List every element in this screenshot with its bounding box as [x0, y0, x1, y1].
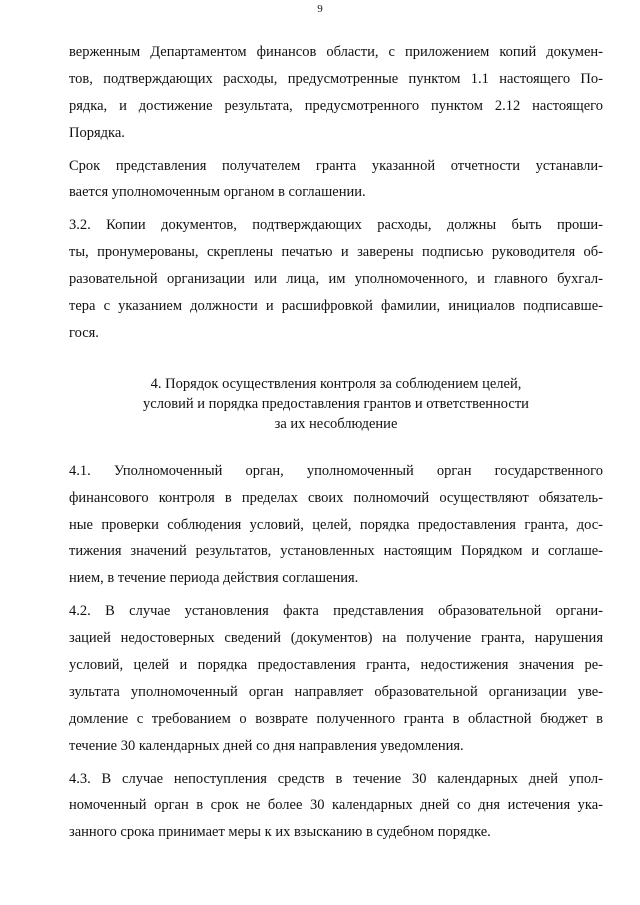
page-number: 9	[317, 3, 323, 15]
text-line: тов, подтверждающих расходы, предусмотренные пунктом 1.1 настоящего По-	[69, 70, 603, 87]
section-3-continuation	[69, 39, 603, 347]
text-line: 4.3. В случае непоступления средств в течение 30 календарных дней упол-	[69, 770, 603, 787]
text-line: 4.2. В случае установления факта представления образовательной органи-	[69, 603, 603, 620]
text-line: течение 30 календарных дней со дня направления уведомления.	[69, 737, 464, 754]
text-line: финансового контроля в пределах своих полномочий осуществляют обязатель-	[69, 489, 603, 506]
paragraph-p6	[69, 766, 603, 847]
text-line: тижения значений результатов, установленных настоящим Порядком и соглаше-	[69, 543, 603, 560]
section-4-body	[69, 458, 603, 846]
text-line: условий, целей и порядка предоставления гранта, недостижения значения ре-	[69, 657, 603, 674]
section-4-heading	[69, 374, 603, 434]
text-line: верженным Департаментом финансов области, с приложением копий докумен-	[69, 44, 603, 60]
paragraph-p4	[69, 458, 603, 592]
text-line: нием, в течение периода действия соглашения.	[69, 570, 359, 587]
text-line: рядка, и достижение результата, предусмотренного пунктом 2.12 настоящего	[69, 97, 603, 114]
text-line: гося.	[69, 324, 99, 341]
text-line: 3.2. Копии документов, подтверждающих расходы, должны быть проши-	[69, 217, 603, 234]
text-line: зультата уполномоченный орган направляет образовательной организации уве-	[69, 683, 603, 700]
text-line: ты, пронумерованы, скреплены печатью и заверены подписью руководителя об-	[69, 244, 603, 261]
heading-line: за их несоблюдение	[274, 415, 398, 432]
text-line: ные проверки соблюдения условий, целей, порядка предоставления гранта, дос-	[69, 516, 603, 533]
text-line: тера с указанием должности и расшифровкой фамилии, инициалов подписавше-	[69, 298, 603, 315]
heading-line: 4. Порядок осуществления контроля за соблюдением целей,	[150, 375, 522, 392]
heading-line: условий и порядка предоставления грантов и ответственности	[143, 395, 529, 412]
text-line: Срок представления получателем гранта указанной отчетности устанавли-	[69, 157, 603, 174]
text-line: домление с требованием о возврате полученного гранта в областной бюджет в	[69, 710, 603, 727]
text-line: Порядка.	[69, 124, 125, 141]
text-line: номоченный орган в срок не более 30 календарных дней со дня истечения ука-	[69, 797, 603, 814]
text-line: 4.1. Уполномоченный орган, уполномоченный орган государственного	[69, 462, 603, 479]
text-line: вается уполномоченным органом в соглашении.	[69, 184, 366, 201]
paragraph-p3	[69, 212, 603, 346]
paragraph-p5	[69, 598, 603, 759]
paragraph-p1	[69, 39, 603, 147]
text-line: зацией недостоверных сведений (документов) на получение гранта, нарушения	[69, 630, 603, 647]
text-line: разовательной организации или лица, им уполномоченного, и главного бухгал-	[69, 271, 603, 288]
paragraph-p2	[69, 153, 603, 207]
document-body	[69, 39, 603, 846]
text-line: занного срока принимает меры к их взысканию в судебном порядке.	[69, 824, 491, 841]
